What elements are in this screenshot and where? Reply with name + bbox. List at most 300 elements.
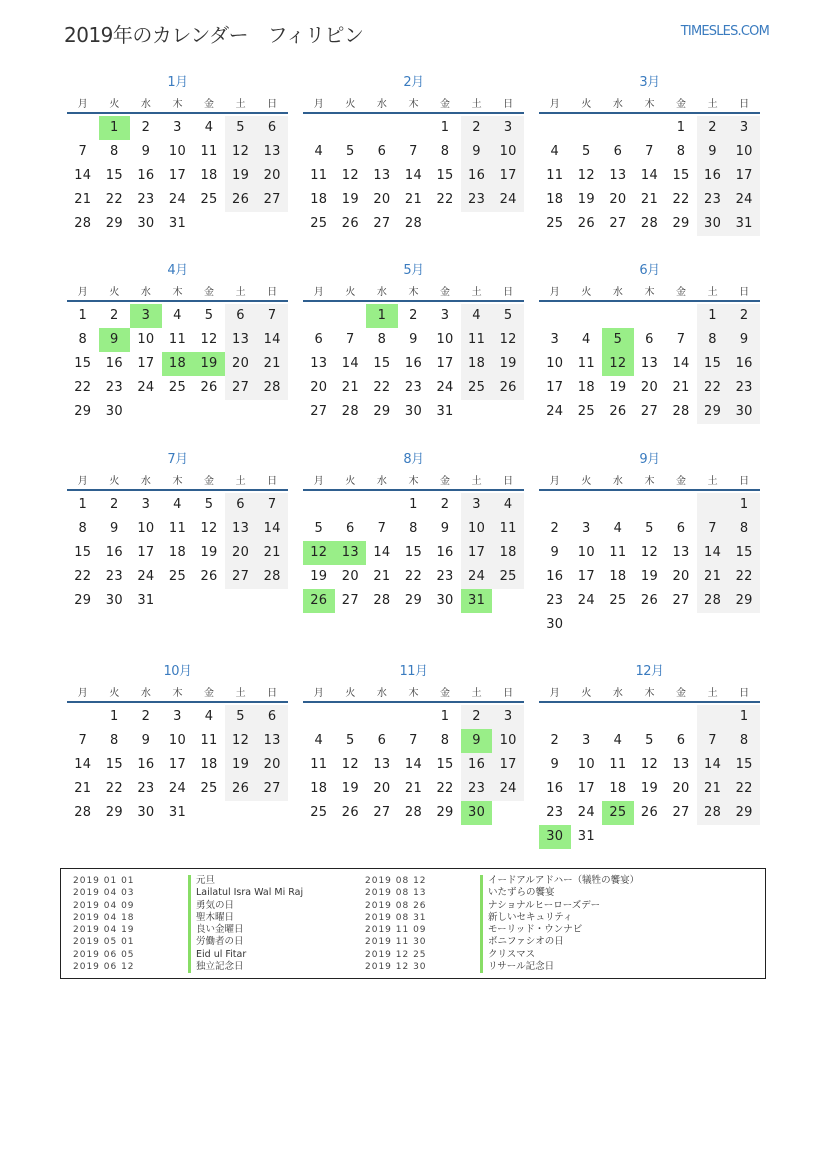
- week-row: [67, 493, 288, 517]
- day-cell: 8: [78, 521, 88, 536]
- month-name: 2月: [403, 75, 424, 90]
- weekday-header: [67, 469, 288, 491]
- day-cell: 27: [341, 593, 359, 608]
- week-row: [303, 493, 524, 517]
- empty-cell: [665, 825, 697, 849]
- weekday-header: [303, 280, 524, 302]
- site-brand[interactable]: TIMESLES.COM: [680, 24, 769, 39]
- day-cell: 8: [409, 521, 418, 536]
- day-cell: 21: [373, 569, 391, 584]
- day-cell: 25: [609, 593, 627, 608]
- month-name: 7月: [167, 452, 188, 467]
- holiday-name: Lailatul Isra Wal Mi Raj: [188, 887, 303, 899]
- day-cell: 13: [672, 757, 690, 772]
- day-cell: 3: [440, 308, 450, 323]
- weekday-label: 日: [267, 286, 278, 298]
- empty-cell: [697, 613, 729, 637]
- day-cell: 2: [461, 705, 493, 729]
- day-cell: 1: [78, 308, 88, 323]
- day-cell: 15: [436, 168, 454, 183]
- week-row: [303, 705, 524, 729]
- day-cell: 17: [577, 569, 595, 584]
- holiday-row: [73, 936, 303, 948]
- day-cell: 5: [492, 304, 524, 328]
- day-cell: 21: [74, 192, 92, 207]
- day-cell: 12: [341, 757, 359, 772]
- day-cell: 18: [609, 781, 627, 796]
- day-cell: 28: [404, 805, 423, 820]
- week-row: [67, 729, 288, 753]
- weekday-label: 月: [549, 98, 560, 110]
- holiday-date: 2019 12 25: [365, 949, 427, 960]
- empty-cell: [492, 212, 524, 236]
- week-row: [303, 212, 524, 236]
- weekday-label: 火: [581, 475, 592, 487]
- day-cell: 9: [99, 328, 131, 352]
- day-cell: 12: [225, 140, 257, 164]
- day-cell: 17: [168, 757, 187, 772]
- day-cell: 12: [200, 332, 218, 347]
- holiday-date: 2019 08 31: [365, 912, 427, 923]
- day-cell: 24: [461, 565, 493, 589]
- day-cell: 30: [728, 400, 760, 424]
- day-cell: 4: [173, 308, 182, 323]
- week-row: [67, 753, 288, 777]
- holiday-row: [73, 949, 303, 961]
- day-cell: 6: [377, 144, 387, 159]
- month-name: 12月: [635, 664, 664, 679]
- day-cell: 6: [676, 521, 686, 536]
- weekday-label: 火: [109, 475, 120, 487]
- empty-cell: [303, 116, 335, 140]
- day-cell: 24: [492, 188, 524, 212]
- empty-cell: [225, 400, 257, 424]
- day-cell: 20: [256, 164, 288, 188]
- day-cell: 5: [346, 144, 355, 159]
- holiday-name: 勇気の日: [188, 900, 234, 912]
- day-cell: 12: [492, 328, 524, 352]
- empty-cell: [256, 589, 288, 613]
- day-cell: 15: [74, 356, 92, 371]
- weekday-label: 金: [676, 687, 687, 699]
- day-cell: 31: [728, 212, 760, 236]
- day-cell: 1: [676, 120, 686, 135]
- empty-cell: [256, 212, 288, 236]
- day-cell: 24: [168, 781, 187, 796]
- week-row: [303, 352, 524, 376]
- month-name: 4月: [167, 263, 188, 278]
- weekday-label: 木: [644, 687, 655, 699]
- weekday-label: 木: [172, 286, 183, 298]
- weekday-label: 月: [77, 286, 88, 298]
- week-row: [539, 493, 760, 517]
- day-cell: 15: [728, 753, 760, 777]
- weekday-label: 金: [204, 475, 215, 487]
- day-cell: 2: [550, 521, 560, 536]
- day-cell: 1: [409, 497, 418, 512]
- empty-cell: [398, 116, 430, 140]
- day-cell: 1: [728, 705, 760, 729]
- day-cell: 16: [105, 545, 123, 560]
- day-cell: 14: [373, 545, 391, 560]
- day-cell: 13: [373, 168, 391, 183]
- weekday-label: 金: [440, 98, 451, 110]
- day-cell: 20: [256, 753, 288, 777]
- day-cell: 6: [377, 733, 387, 748]
- holiday-name: リサール記念日: [480, 961, 554, 973]
- day-cell: 22: [373, 380, 391, 395]
- weekday-label: 火: [109, 286, 120, 298]
- weekday-label: 土: [471, 687, 482, 699]
- holiday-date: 2019 06 12: [73, 962, 135, 973]
- day-cell: 27: [672, 805, 690, 820]
- day-cell: 16: [546, 569, 564, 584]
- holiday-date: 2019 04 09: [73, 900, 135, 911]
- day-cell: 10: [137, 521, 155, 536]
- holiday-row: [73, 961, 303, 973]
- weekday-header: [539, 469, 760, 491]
- day-cell: 15: [105, 168, 123, 183]
- week-row: [67, 777, 288, 801]
- day-cell: 19: [492, 352, 524, 376]
- day-cell: 13: [672, 545, 690, 560]
- day-cell: 12: [577, 168, 595, 183]
- day-cell: 3: [582, 521, 591, 536]
- holiday-row: [365, 924, 639, 936]
- day-cell: 18: [168, 545, 187, 560]
- day-cell: 20: [609, 192, 627, 207]
- holiday-name: 良い金曜日: [188, 924, 244, 936]
- day-cell: 28: [404, 216, 423, 231]
- day-cell: 17: [461, 541, 493, 565]
- day-cell: 15: [728, 541, 760, 565]
- day-cell: 19: [577, 192, 595, 207]
- weekday-label: 金: [676, 475, 687, 487]
- holiday-date: 2019 04 03: [73, 888, 135, 899]
- month-name: 3月: [639, 75, 660, 90]
- week-row: [539, 541, 760, 565]
- empty-cell: [665, 493, 697, 517]
- empty-cell: [429, 212, 461, 236]
- day-cell: 25: [577, 404, 595, 419]
- day-cell: 18: [200, 168, 218, 183]
- week-row: [539, 188, 760, 212]
- day-cell: 25: [200, 781, 218, 796]
- day-cell: 15: [74, 545, 92, 560]
- holiday-row: [73, 900, 303, 912]
- day-cell: 21: [697, 565, 729, 589]
- empty-cell: [492, 801, 524, 825]
- day-cell: 19: [341, 781, 359, 796]
- empty-cell: [193, 212, 225, 236]
- day-cell: 27: [672, 593, 690, 608]
- day-cell: 14: [404, 168, 423, 183]
- holiday-name: モーリッド・ウンナビ: [480, 924, 582, 936]
- day-cell: 9: [409, 332, 418, 347]
- weekday-label: 金: [204, 98, 215, 110]
- day-cell: 6: [645, 332, 654, 347]
- week-row: [303, 188, 524, 212]
- day-cell: 7: [78, 144, 88, 159]
- month-block: [303, 262, 524, 424]
- empty-cell: [67, 116, 99, 140]
- day-cell: 7: [256, 493, 288, 517]
- day-cell: 27: [640, 404, 659, 419]
- weekday-header: [67, 681, 288, 703]
- week-row: [67, 705, 288, 729]
- day-cell: 9: [440, 521, 450, 536]
- day-cell: 5: [346, 733, 355, 748]
- empty-cell: [539, 116, 571, 140]
- empty-cell: [225, 212, 257, 236]
- day-cell: 14: [74, 168, 92, 183]
- weekday-label: 土: [707, 475, 718, 487]
- weekday-label: 金: [676, 98, 687, 110]
- weekday-label: 日: [739, 687, 750, 699]
- weekday-label: 木: [644, 98, 655, 110]
- month-block: [303, 663, 524, 825]
- week-row: [67, 116, 288, 140]
- weekday-label: 水: [140, 98, 151, 110]
- day-cell: 3: [492, 705, 524, 729]
- day-cell: 6: [225, 493, 257, 517]
- week-row: [539, 304, 760, 328]
- holiday-name: 労働者の日: [188, 936, 244, 948]
- day-cell: 8: [110, 733, 119, 748]
- day-cell: 31: [461, 589, 493, 613]
- empty-cell: [303, 493, 335, 517]
- day-cell: 21: [697, 777, 729, 801]
- weekday-label: 日: [503, 98, 514, 110]
- day-cell: 22: [74, 569, 92, 584]
- holiday-name: ナショナルヒーローズデー: [480, 900, 600, 912]
- weekday-label: 土: [471, 98, 482, 110]
- day-cell: 1: [697, 304, 729, 328]
- holiday-date: 2019 06 05: [73, 949, 135, 960]
- weekday-label: 木: [644, 475, 655, 487]
- day-cell: 14: [404, 757, 423, 772]
- holiday-name: 聖木曜日: [188, 912, 234, 924]
- empty-cell: [571, 493, 603, 517]
- weekday-label: 土: [235, 98, 246, 110]
- empty-cell: [335, 304, 367, 328]
- day-cell: 22: [404, 569, 423, 584]
- weekday-label: 月: [77, 475, 88, 487]
- day-cell: 1: [110, 709, 119, 724]
- weekday-label: 火: [109, 687, 120, 699]
- day-cell: 14: [256, 517, 288, 541]
- day-cell: 10: [577, 757, 595, 772]
- empty-cell: [602, 304, 634, 328]
- weekday-label: 水: [376, 286, 387, 298]
- day-cell: 26: [609, 404, 627, 419]
- day-cell: 24: [577, 593, 595, 608]
- day-cell: 23: [137, 192, 155, 207]
- week-row: [303, 164, 524, 188]
- weekday-label: 金: [440, 687, 451, 699]
- day-cell: 3: [492, 116, 524, 140]
- day-cell: 13: [310, 356, 328, 371]
- day-cell: 20: [373, 781, 391, 796]
- day-cell: 3: [550, 332, 560, 347]
- day-cell: 23: [105, 380, 123, 395]
- day-cell: 26: [303, 589, 335, 613]
- week-row: [67, 801, 288, 825]
- weekday-label: 水: [140, 687, 151, 699]
- day-cell: 6: [346, 521, 355, 536]
- weekday-label: 金: [676, 286, 687, 298]
- week-row: [67, 589, 288, 613]
- day-cell: 1: [440, 709, 450, 724]
- day-cell: 20: [310, 380, 328, 395]
- day-cell: 26: [577, 216, 595, 231]
- weekday-label: 火: [345, 98, 356, 110]
- day-cell: 27: [225, 565, 257, 589]
- day-cell: 31: [436, 404, 454, 419]
- day-cell: 23: [546, 805, 564, 820]
- day-cell: 16: [461, 164, 493, 188]
- empty-cell: [665, 304, 697, 328]
- weekday-label: 月: [77, 98, 88, 110]
- weekday-label: 日: [267, 475, 278, 487]
- empty-cell: [539, 493, 571, 517]
- weekday-label: 火: [345, 286, 356, 298]
- holiday-name: イードアルアドハー（犠牲の饗宴）: [480, 875, 639, 887]
- day-cell: 5: [582, 144, 591, 159]
- weekday-label: 月: [549, 687, 560, 699]
- day-cell: 25: [546, 216, 564, 231]
- day-cell: 19: [341, 192, 359, 207]
- day-cell: 9: [141, 733, 151, 748]
- weekday-label: 水: [612, 98, 623, 110]
- day-cell: 20: [672, 781, 690, 796]
- week-row: [539, 352, 760, 376]
- weekday-label: 金: [440, 286, 451, 298]
- day-cell: 30: [105, 593, 123, 608]
- day-cell: 25: [310, 805, 328, 820]
- day-cell: 7: [78, 733, 88, 748]
- empty-cell: [193, 400, 225, 424]
- week-row: [67, 376, 288, 400]
- day-cell: 11: [609, 545, 627, 560]
- holiday-row: [365, 875, 639, 887]
- empty-cell: [571, 613, 603, 637]
- empty-cell: [602, 493, 634, 517]
- day-cell: 25: [168, 380, 187, 395]
- holiday-row: [365, 949, 639, 961]
- day-cell: 11: [200, 733, 218, 748]
- day-cell: 2: [728, 304, 760, 328]
- day-cell: 27: [373, 216, 391, 231]
- empty-cell: [697, 825, 729, 849]
- day-cell: 23: [461, 777, 493, 801]
- empty-cell: [130, 400, 162, 424]
- empty-cell: [492, 400, 524, 424]
- day-cell: 23: [404, 380, 423, 395]
- day-cell: 19: [640, 569, 659, 584]
- day-cell: 7: [676, 332, 686, 347]
- month-name: 6月: [639, 263, 660, 278]
- day-cell: 4: [204, 709, 214, 724]
- weekday-header: [67, 92, 288, 114]
- day-cell: 16: [461, 753, 493, 777]
- day-cell: 26: [640, 593, 659, 608]
- holiday-date: 2019 01 01: [73, 876, 135, 886]
- holiday-row: [365, 961, 639, 973]
- day-cell: 2: [110, 308, 119, 323]
- day-cell: 25: [200, 192, 218, 207]
- empty-cell: [571, 116, 603, 140]
- day-cell: 2: [550, 733, 560, 748]
- weekday-label: 日: [503, 687, 514, 699]
- day-cell: 11: [200, 144, 218, 159]
- day-cell: 12: [640, 545, 659, 560]
- day-cell: 2: [141, 120, 151, 135]
- empty-cell: [571, 304, 603, 328]
- day-cell: 23: [137, 781, 155, 796]
- day-cell: 13: [256, 140, 288, 164]
- day-cell: 27: [310, 404, 328, 419]
- holiday-date: 2019 11 30: [365, 937, 427, 948]
- day-cell: 7: [409, 144, 418, 159]
- day-cell: 4: [314, 144, 324, 159]
- day-cell: 28: [373, 593, 391, 608]
- day-cell: 17: [137, 545, 155, 560]
- month-block: [67, 663, 288, 825]
- day-cell: 4: [550, 144, 560, 159]
- weekday-label: 水: [140, 286, 151, 298]
- empty-cell: [634, 705, 666, 729]
- day-cell: 24: [577, 805, 595, 820]
- day-cell: 29: [105, 216, 123, 231]
- weekday-label: 木: [408, 475, 419, 487]
- day-cell: 8: [728, 517, 760, 541]
- day-cell: 18: [492, 541, 524, 565]
- holiday-row: [73, 924, 303, 936]
- day-cell: 19: [193, 352, 225, 376]
- holiday-date: 2019 04 18: [73, 912, 135, 923]
- day-cell: 29: [74, 593, 92, 608]
- empty-cell: [225, 801, 257, 825]
- day-cell: 18: [162, 352, 194, 376]
- weekday-label: 火: [345, 475, 356, 487]
- day-cell: 22: [697, 376, 729, 400]
- day-cell: 27: [225, 376, 257, 400]
- day-cell: 24: [728, 188, 760, 212]
- day-cell: 12: [225, 729, 257, 753]
- day-cell: 28: [256, 565, 288, 589]
- weekday-label: 土: [707, 98, 718, 110]
- weekday-label: 月: [549, 286, 560, 298]
- weekday-label: 木: [408, 687, 419, 699]
- weekday-label: 木: [644, 286, 655, 298]
- day-cell: 27: [373, 805, 391, 820]
- day-cell: 3: [461, 493, 493, 517]
- day-cell: 29: [728, 801, 760, 825]
- day-cell: 22: [436, 192, 454, 207]
- week-row: [67, 352, 288, 376]
- month-block: [539, 262, 760, 424]
- day-cell: 19: [640, 781, 659, 796]
- day-cell: 26: [640, 805, 659, 820]
- day-cell: 3: [728, 116, 760, 140]
- day-cell: 4: [492, 493, 524, 517]
- day-cell: 30: [546, 617, 564, 632]
- day-cell: 5: [204, 308, 214, 323]
- week-row: [303, 729, 524, 753]
- day-cell: 28: [74, 805, 92, 820]
- day-cell: 14: [672, 356, 690, 371]
